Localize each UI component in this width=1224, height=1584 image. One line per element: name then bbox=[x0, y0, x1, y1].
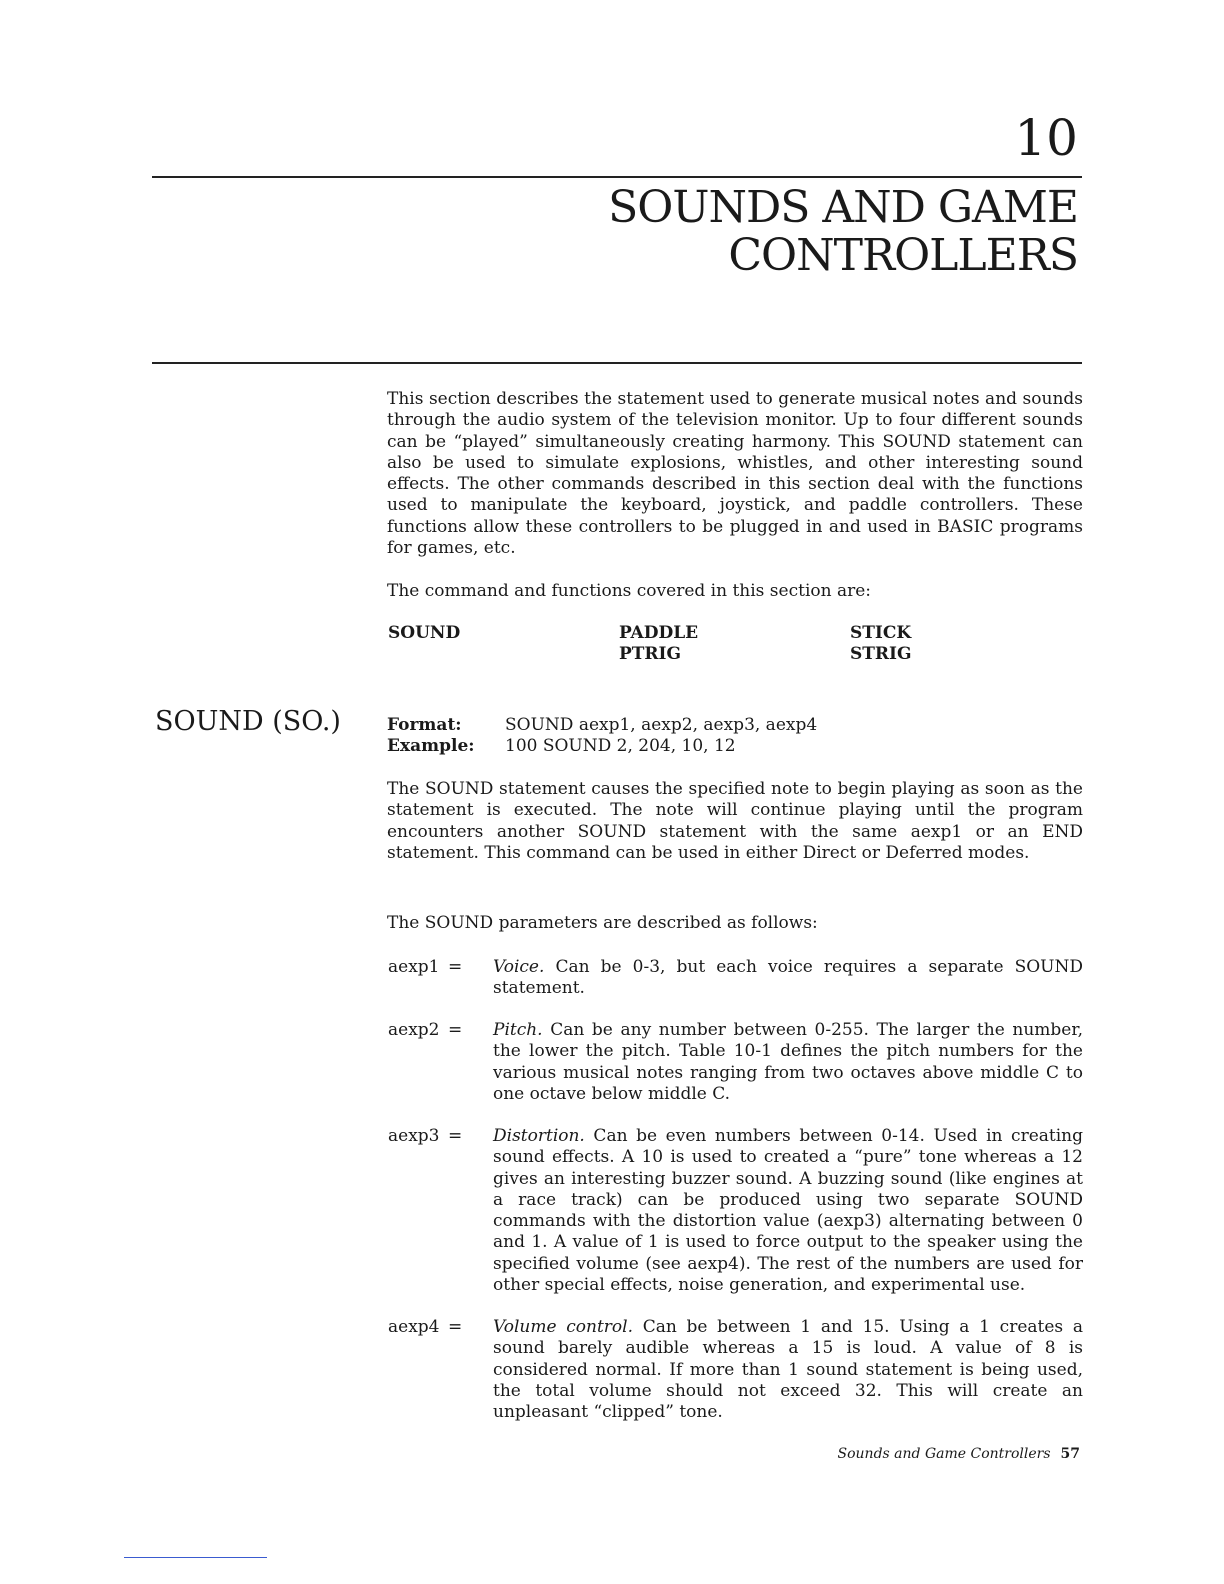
param-description bbox=[493, 1126, 1083, 1296]
command-item: STICK bbox=[850, 623, 912, 643]
command-item: SOUND bbox=[388, 623, 461, 643]
param-name: aexp4 bbox=[388, 1317, 440, 1337]
scan-edge-line bbox=[124, 1557, 267, 1558]
command-column-1 bbox=[388, 623, 460, 644]
param-term: Pitch. bbox=[493, 1020, 543, 1040]
chapter-title bbox=[378, 184, 1078, 280]
section-rule bbox=[152, 362, 1082, 364]
command-item: PADDLE bbox=[619, 623, 699, 643]
chapter-title-line2: CONTROLLERS bbox=[728, 230, 1078, 281]
param-term: Distortion. bbox=[493, 1126, 585, 1146]
command-column-3 bbox=[850, 623, 912, 666]
example-label: Example: bbox=[387, 736, 475, 756]
command-item: STRIG bbox=[850, 644, 912, 665]
command-column-2 bbox=[619, 623, 698, 666]
param-description bbox=[493, 1317, 1083, 1423]
covered-intro: The command and functions covered in this section are: bbox=[387, 581, 872, 601]
param-description bbox=[493, 957, 1083, 1000]
chapter-title-line1: SOUNDS AND GAME bbox=[608, 182, 1078, 233]
params-intro: The SOUND parameters are described as follows: bbox=[387, 913, 818, 933]
format-label: Format: bbox=[387, 715, 462, 735]
footer-title: Sounds and Game Controllers bbox=[837, 1446, 1051, 1462]
param-equals: = bbox=[448, 957, 463, 977]
format-value: SOUND aexp1, aexp2, aexp3, aexp4 bbox=[505, 715, 818, 735]
param-text: Can be any number between 0-255. The larger the number, the lower the pitch. Table 10-1 defines the pitch numbers for the various musical notes ranging from two octaves above middle C to one octave below middle C. bbox=[493, 1020, 1083, 1104]
param-term: Voice. bbox=[493, 957, 545, 977]
param-name: aexp1 bbox=[388, 957, 440, 977]
param-term: Volume control. bbox=[493, 1317, 633, 1337]
page-number: 57 bbox=[1060, 1446, 1080, 1462]
param-equals: = bbox=[448, 1126, 463, 1146]
param-equals: = bbox=[448, 1020, 463, 1040]
param-text: Can be even numbers between 0-14. Used in creating sound effects. A 10 is used to created a “pure” tone whereas a 12 gives an interesting buzzer sound. A buzzing sound (like engines at a race track) can be produced using two separate SOUND commands with the distortion value (aexp3) alternating between 0 and 1. A value of 1 is used to force output to the speaker using the specified volume (see aexp4). The rest of the numbers are used for other special effects, noise generation, and experimental use. bbox=[493, 1126, 1083, 1296]
header-rule bbox=[152, 176, 1082, 178]
command-item: PTRIG bbox=[619, 644, 682, 665]
example-value: 100 SOUND 2, 204, 10, 12 bbox=[505, 736, 736, 756]
param-name: aexp2 bbox=[388, 1020, 440, 1040]
section-heading: SOUND (SO.) bbox=[155, 706, 341, 737]
intro-paragraph: This section describes the statement used to generate musical notes and sounds through the audio system of the television monitor. Up to four different sounds can be “played” simultaneously creating harmony. This SOUND statement can also be used to simulate explosions, whistles, and other interesting sound effects. The other commands described in this section deal with the functions used to manipulate the keyboard, joystick, and paddle controllers. These functions allow these controllers to be plugged in and used in BASIC programs for games, etc. bbox=[387, 389, 1083, 559]
param-text: Can be between 1 and 15. Using a 1 creates a sound barely audible whereas a 15 is loud. A value of 8 is considered normal. If more than 1 sound statement is being used, the total volume should not exceed 32. This will create an unpleasant “clipped” tone. bbox=[493, 1317, 1083, 1423]
page-footer bbox=[838, 1446, 1080, 1462]
sound-description: The SOUND statement causes the specified note to begin playing as soon as the statement is executed. The note will continue playing until the program encounters another SOUND statement with the same aexp1 or an END statement. This command can be used in either Direct or Deferred modes. bbox=[387, 779, 1083, 863]
param-description bbox=[493, 1020, 1083, 1105]
param-name: aexp3 bbox=[388, 1126, 440, 1146]
param-text: Can be 0-3, but each voice requires a separate SOUND statement. bbox=[493, 957, 1083, 999]
param-equals: = bbox=[448, 1317, 463, 1337]
chapter-number: 10 bbox=[1014, 109, 1078, 167]
